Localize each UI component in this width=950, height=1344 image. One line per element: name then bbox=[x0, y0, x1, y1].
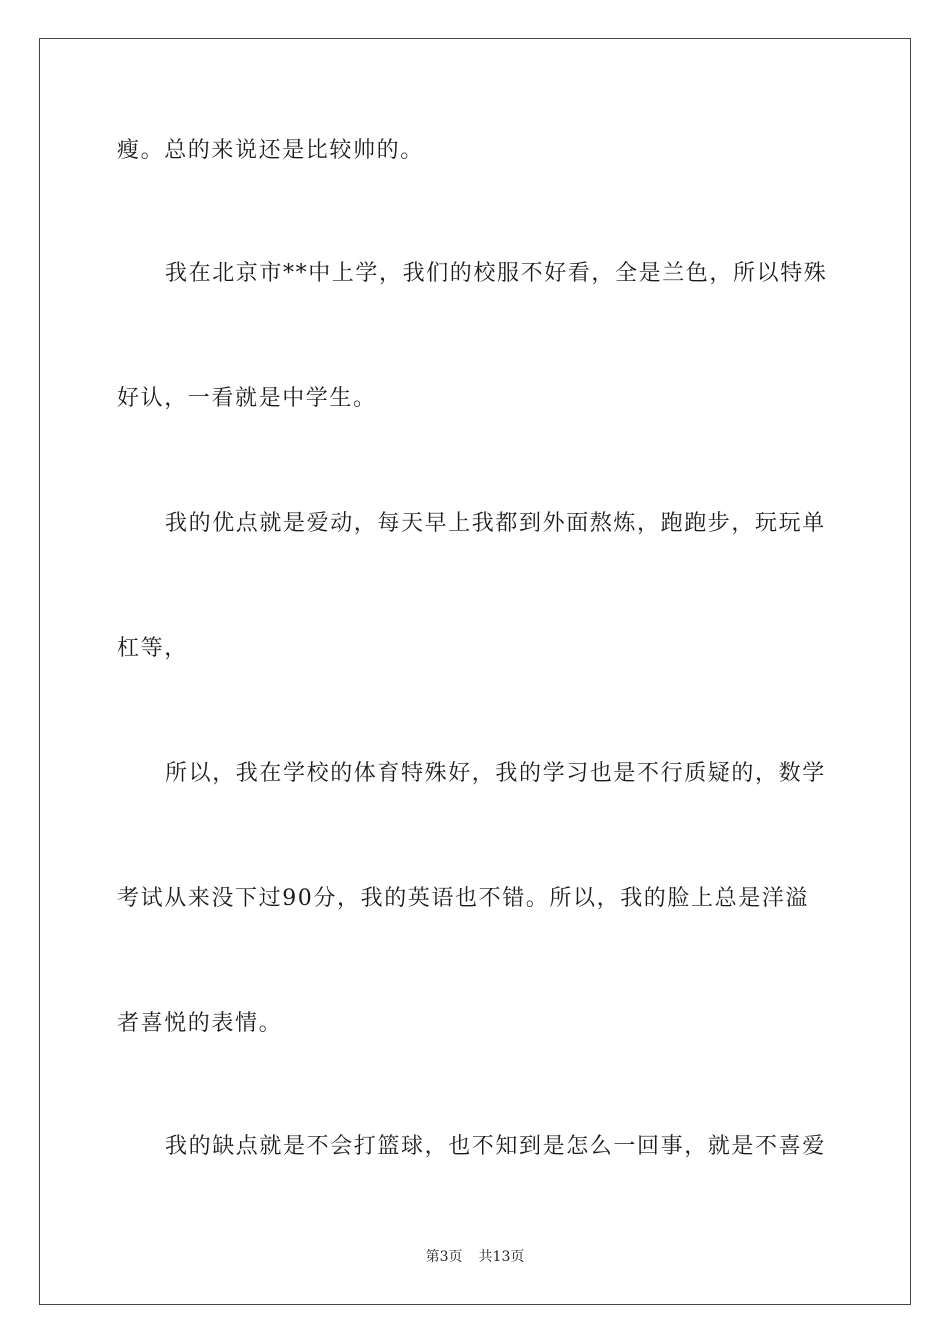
page-footer bbox=[0, 1247, 950, 1267]
page-total: 共13页 bbox=[478, 1249, 525, 1265]
text-line: 好认，一看就是中学生。 bbox=[117, 386, 377, 411]
text-line: 考试从来没下过90分，我的英语也不错。所以，我的脸上总是洋溢 bbox=[117, 886, 809, 911]
page-frame bbox=[39, 38, 911, 1305]
text-line: 瘦。总的来说还是比较帅的。 bbox=[117, 138, 424, 163]
text-line: 所以，我在学校的体育特殊好，我的学习也是不行质疑的，数学 bbox=[165, 761, 826, 786]
text-line: 我的优点就是爱动，每天早上我都到外面熬炼，跑跑步，玩玩单 bbox=[165, 511, 826, 536]
page-number: 第3页 bbox=[425, 1249, 463, 1265]
text-line: 我的缺点就是不会打篮球，也不知到是怎么一回事，就是不喜爱 bbox=[165, 1134, 826, 1159]
text-line: 者喜悦的表情。 bbox=[117, 1011, 283, 1036]
text-line: 杠等， bbox=[117, 636, 188, 661]
text-line: 我在北京市**中上学，我们的校服不好看，全是兰色，所以特殊 bbox=[165, 261, 828, 286]
